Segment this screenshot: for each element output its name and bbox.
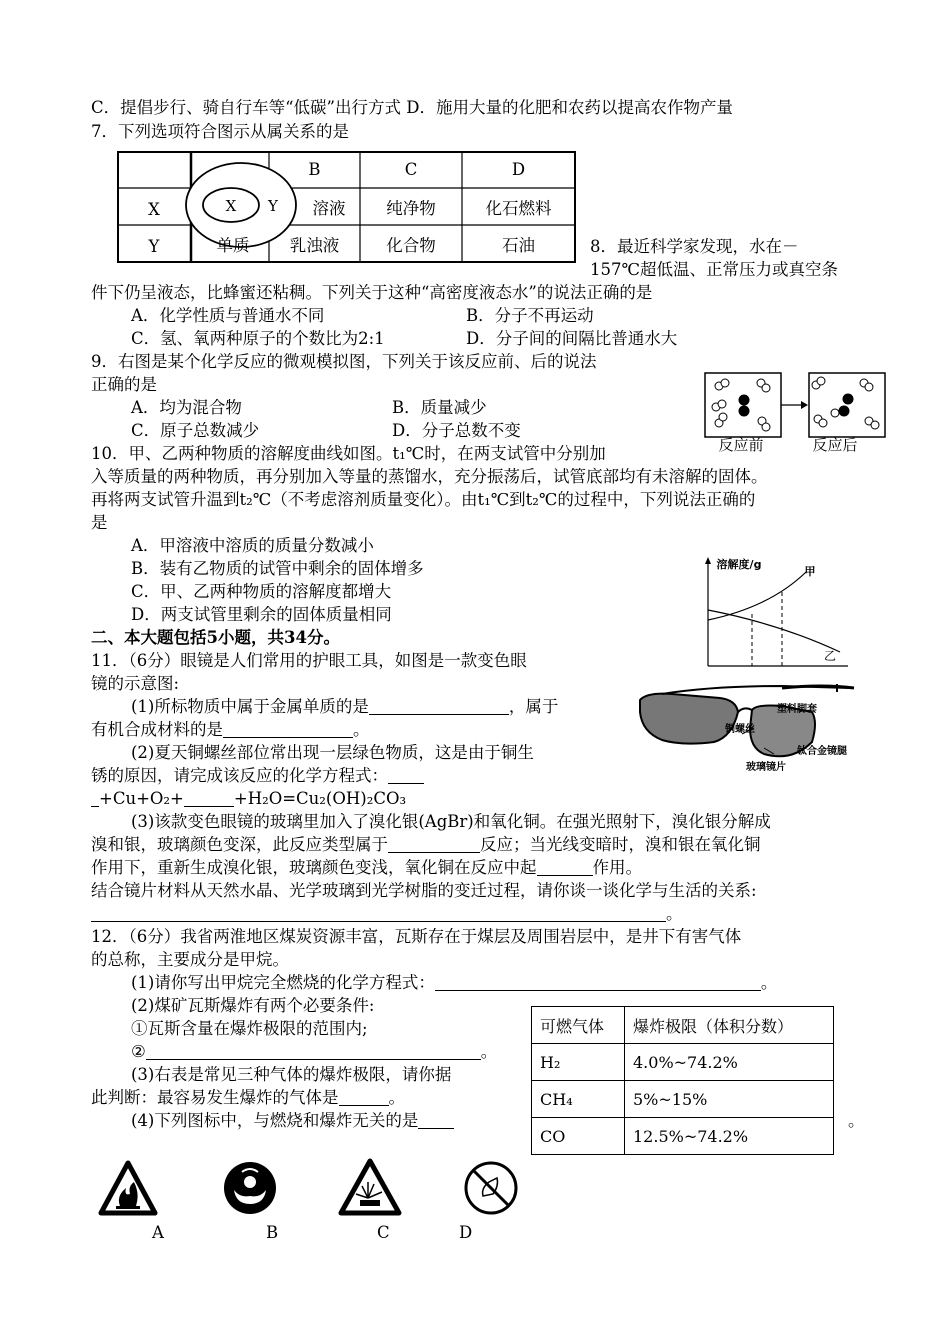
sign-a-label: A	[152, 1223, 164, 1242]
q7-table	[117, 151, 577, 264]
q11-part1-text3: 有机合成材料的是	[91, 720, 223, 739]
q7-row-y-label: Y	[148, 237, 160, 256]
q7-r1-b: 溶液	[312, 199, 346, 218]
gas-name: H₂	[532, 1044, 625, 1081]
q7-r1-d: 化石燃料	[485, 199, 552, 218]
q11-part3-text3: 作用下，重新生成溴化银，玻璃颜色变浅，氧化铜在反应中起	[91, 858, 537, 877]
solubility-ylabel: 溶解度/g	[716, 558, 762, 571]
label-copper: 铜螺丝	[725, 724, 755, 735]
q11-stem-1: 11．（6分）眼镜是人们常用的护眼工具，如图是一款变色眼	[91, 651, 527, 670]
q11-essay-end: 。	[666, 904, 683, 923]
venn-y: Y	[268, 197, 278, 215]
label-plastic: 塑料脚套	[777, 704, 817, 715]
q12-part1	[131, 972, 777, 994]
q11-eq-part2: +H₂O=Cu₂(OH)₂CO₃	[233, 789, 407, 808]
q8-stem-1: 8．最近科学家发现，水在－	[590, 237, 799, 256]
q12-part4	[131, 1110, 454, 1132]
q7-r2-d: 石油	[502, 236, 535, 255]
q9-option-d: D．分子总数不变	[392, 421, 521, 440]
q10-stem-2: 入等质量的两种物质，再分别加入等量的蒸馏水，充分振荡后，试管底部均有未溶解的固体。	[91, 467, 768, 486]
glasses-diagram	[632, 682, 862, 782]
q11-blank-organic[interactable]	[223, 721, 353, 738]
q11-blank-essay[interactable]	[91, 905, 666, 922]
solubility-curve	[700, 552, 850, 672]
q12-stem-1: 12．（6分）我省两淮地区煤炭资源丰富，瓦斯存在于煤层及周围岩层中，是井下有害气体	[91, 927, 742, 946]
sign-b-icon	[222, 1160, 278, 1216]
q7-r2-b: 乳浊液	[289, 236, 340, 255]
q11-blank-eq0[interactable]	[91, 790, 99, 807]
gas-limit: 12.5%~74.2%	[625, 1118, 834, 1155]
table-header-row	[532, 1007, 834, 1044]
q12-part1-text: (1)请你写出甲烷完全燃烧的化学方程式：	[131, 973, 435, 992]
q11-part3-line2	[91, 834, 761, 856]
q12-part2: (2)煤矿瓦斯爆炸有两个必要条件:	[131, 996, 375, 1015]
q12-blank-cond2[interactable]	[146, 1043, 481, 1060]
q9-option-a: A．均为混合物	[131, 398, 242, 417]
q11-part2-line1: (2)夏天铜螺丝部位常出现一层绿色物质，这是由于铜生	[131, 743, 534, 762]
q10-option-d: D．两支试管里剩余的固体质量相同	[131, 605, 392, 624]
q11-equation	[91, 788, 406, 810]
q8-option-d: D．分子间的间隔比普通水大	[466, 329, 678, 348]
q7-header-d: D	[511, 160, 526, 179]
q6-option-c-d: C．提倡步行、骑自行车等“低碳”出行方式 D．施用大量的化肥和农药以提高农作物产量	[91, 98, 733, 117]
q12-cond2-num: ②	[131, 1042, 146, 1061]
q11-part1-text: (1)所标物质中属于金属单质的是	[131, 697, 369, 716]
gas-name: CO	[532, 1118, 625, 1155]
gas-name: CH₄	[532, 1081, 625, 1118]
q12-cond1: ①瓦斯含量在爆炸极限的范围内;	[131, 1019, 368, 1038]
q12-blank-methane-eq[interactable]	[435, 974, 761, 991]
q11-part2-line2	[91, 765, 424, 787]
header-limit: 爆炸极限（体积分数）	[625, 1007, 834, 1044]
q7-stem: 7．下列选项符合图示从属关系的是	[91, 122, 349, 141]
q11-blank-role[interactable]	[537, 859, 593, 876]
q9-stem-2: 正确的是	[91, 375, 157, 394]
sign-c-label: C	[377, 1223, 390, 1242]
q10-option-b: B．装有乙物质的试管中剩余的固体增多	[131, 559, 424, 578]
q7-r1-c: 纯净物	[386, 199, 436, 218]
section-2-heading: 二、本大题包括5小题，共34分。	[91, 628, 340, 647]
q11-part3-line5	[91, 903, 683, 925]
q11-blank-reaction-type[interactable]	[388, 836, 480, 853]
q11-part3-text2: 反应；当光线变暗时，溴和银在氧化铜	[480, 835, 761, 854]
reaction-before-label: 反应前	[718, 436, 764, 454]
q11-blank-eq2[interactable]	[184, 790, 234, 807]
sign-c-explosive-icon	[338, 1158, 402, 1216]
q11-part1-text2: ，属于	[508, 697, 559, 716]
sign-d-no-fire-icon	[463, 1160, 519, 1216]
q12-part3-text: 此判断：最容易发生爆炸的气体是	[91, 1088, 339, 1107]
q9-option-c: C．原子总数减少	[131, 421, 260, 440]
curve-yi-label: 乙	[823, 649, 836, 663]
header-gas: 可燃气体	[532, 1007, 625, 1044]
sign-a-flammable-icon	[98, 1160, 158, 1216]
sign-d-label: D	[459, 1223, 473, 1242]
q11-part2-text: 锈的原因，请完成该反应的化学方程式：	[91, 766, 388, 785]
q11-blank-metal[interactable]	[369, 698, 509, 715]
q12-part1-end: 。	[760, 973, 778, 992]
table-row	[532, 1118, 834, 1155]
q12-part3-line2	[91, 1087, 405, 1109]
q12-end-mark: 。	[848, 1111, 865, 1130]
q11-stem-2: 镜的示意图:	[91, 674, 180, 693]
q8-stem-2: 157℃超低温、正常压力或真空条	[590, 260, 838, 279]
q10-stem-1: 10．甲、乙两种物质的溶解度曲线如图。t₁℃时，在两支试管中分别加	[91, 444, 606, 463]
q12-part4-text: (4)下列图标中，与燃烧和爆炸无关的是	[131, 1111, 419, 1130]
q9-option-b: B．质量减少	[392, 398, 487, 417]
q11-eq-part1: +Cu+O₂+	[99, 789, 184, 808]
q7-r2-c: 化合物	[386, 236, 436, 255]
label-glass: 玻璃镜片	[746, 762, 786, 773]
q12-blank-gas[interactable]	[339, 1089, 389, 1106]
q7-row-x-label: X	[148, 200, 160, 219]
q10-option-c: C．甲、乙两种物质的溶解度都增大	[131, 582, 392, 601]
q12-cond2-end: 。	[480, 1042, 498, 1061]
q7-header-b: B	[308, 160, 321, 179]
q11-part1-line1	[131, 696, 558, 718]
label-titanium: 钛合金镜腿	[797, 746, 847, 757]
q8-stem-3: 件下仍呈液态，比蜂蜜还粘稠。下列关于这种“高密度液态水”的说法正确的是	[91, 283, 653, 302]
gas-limit: 4.0%~74.2%	[625, 1044, 834, 1081]
q8-option-a: A．化学性质与普通水不同	[131, 306, 325, 325]
q11-part1-line2	[91, 719, 370, 741]
q12-blank-sign[interactable]	[418, 1112, 454, 1129]
q10-stem-4: 是	[91, 513, 108, 532]
q11-part3-line4: 结合镜片材料从天然水晶、光学玻璃到光学树脂的变迁过程，请你谈一谈化学与生活的关系:	[91, 881, 757, 900]
q12-cond2	[131, 1041, 497, 1063]
explosion-limit-table	[531, 1006, 834, 1155]
reaction-micro-diagram	[704, 371, 888, 455]
q8-option-c: C．氢、氧两种原子的个数比为2:1	[131, 329, 385, 348]
q11-blank-eq1[interactable]	[388, 767, 424, 784]
q7-r2-a: 单质	[216, 236, 250, 255]
q9-stem-1: 9．右图是某个化学反应的微观模拟图，下列关于该反应前、后的说法	[91, 352, 597, 371]
gas-limit: 5%~15%	[625, 1081, 834, 1118]
q10-stem-3: 再将两支试管升温到t₂℃（不考虑溶剂质量变化）。由t₁℃到t₂℃的过程中，下列说法正确的	[91, 490, 756, 509]
q12-part3-end: 。	[388, 1088, 405, 1107]
q11-part3-line3	[91, 857, 642, 879]
table-row	[532, 1044, 834, 1081]
sign-b-label: B	[266, 1223, 279, 1242]
q8-option-b: B．分子不再运动	[466, 306, 594, 325]
q11-part3-text1: 溴和银，玻璃颜色变深，此反应类型属于	[91, 835, 388, 854]
q11-part1-end: 。	[353, 720, 370, 739]
reaction-after-label: 反应后	[812, 436, 858, 454]
q11-part3-line1: (3)该款变色眼镜的玻璃里加入了溴化银(AgBr)和氧化铜。在强光照射下，溴化银分解成	[131, 812, 771, 831]
q11-part3-text4: 作用。	[592, 858, 642, 877]
venn-x: X	[225, 197, 237, 215]
q12-part3-line1: (3)右表是常见三种气体的爆炸极限，请你据	[131, 1065, 452, 1084]
q7-header-c: C	[404, 160, 418, 179]
q12-stem-2: 的总称，主要成分是甲烷。	[91, 950, 289, 969]
table-row	[532, 1081, 834, 1118]
curve-jia-label: 甲	[804, 565, 816, 578]
q10-option-a: A．甲溶液中溶质的质量分数减小	[131, 536, 374, 555]
